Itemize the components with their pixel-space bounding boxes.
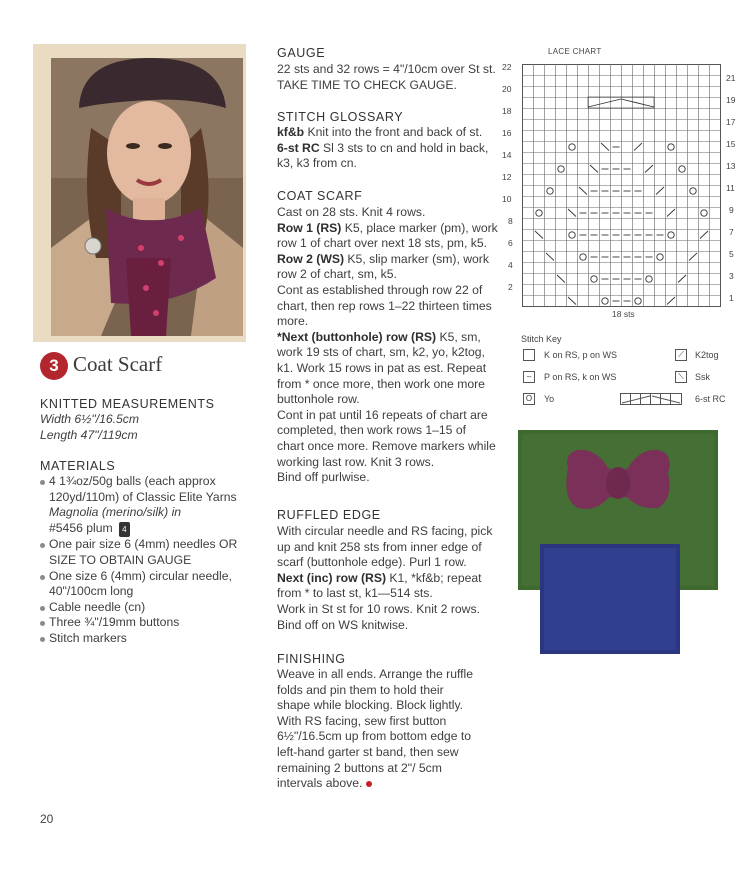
text-line: Next (inc) row (RS) K1, *kf&b; repeat — [277, 570, 482, 585]
ssk-symbol-icon: ⟍ — [675, 371, 687, 383]
key-label: K2tog — [695, 350, 719, 360]
measurement-width: Width 6½"/16.5cm — [40, 412, 140, 426]
finishing-heading: FINISHING — [277, 652, 346, 666]
key-label: P on RS, k on WS — [544, 372, 617, 382]
text-line: Work in St st for 10 rows. Knit 2 rows. — [277, 601, 480, 616]
text-line: scarf (buttonhole edge). Purl 1 row. — [277, 555, 467, 570]
list-item: 4 1¾oz/50g balls (each approx 120yd/110m) of Classic Elite Yarns Magnolia (merino/silk) in #5456 plum 4 — [40, 474, 250, 537]
list-item: Cable needle (cn) — [40, 600, 250, 616]
text-line: k1. Work 15 rows in pat as est. Repeat — [277, 360, 487, 375]
text-line: up and knit 258 sts from inner edge of — [277, 539, 482, 554]
cable-symbol-icon — [620, 393, 682, 405]
yarn-weight-icon: 4 — [119, 522, 129, 538]
text-line: working last row. Knit 3 rows. — [277, 454, 435, 469]
left-row-numbers: 22 20 18 16 14 12 10 8 6 4 2 — [502, 62, 513, 292]
materials-heading: MATERIALS — [40, 459, 116, 473]
key-label: Ssk — [695, 372, 711, 382]
end-mark-icon — [366, 781, 372, 787]
finishing-text: Weave in all ends. Arrange the ruffle folds and pin them to hold their shape while blocking. Block lightly. With RS facing, sew first button 6½"/16.5cm up from bottom edge to left-hand garter st band, then sew remaining 2 buttons at 2"/ 5cm intervals above. — [277, 667, 474, 791]
key-label: Yo — [544, 394, 555, 404]
text-line: Bind off on WS knitwise. — [277, 617, 409, 632]
purl-symbol-icon: – — [523, 371, 535, 383]
yo-symbol-icon: O — [523, 393, 535, 405]
text-line: completed, then work rows 1–15 of — [277, 423, 467, 438]
text-line: buttonhole row. — [277, 392, 360, 407]
text-line: from * once more, then work one more — [277, 376, 485, 391]
text-line: row 1 of chart over next 18 sts, pm, k5. — [277, 236, 487, 251]
swatch-photo — [518, 428, 720, 656]
materials-list — [40, 474, 250, 647]
gauge-heading: GAUGE — [277, 46, 326, 60]
measurements-heading: KNITTED MEASUREMENTS — [40, 397, 215, 411]
text-line: Cont as established through row 22 of — [277, 282, 483, 297]
text-line: work 19 sts of chart, sm, k2, yo, k2tog, — [277, 345, 485, 360]
list-item: One size 6 (4mm) circular needle, 40"/100cm long — [40, 569, 250, 600]
glossary-text: kf&b Knit into the front and back of st. 6-st RC Sl 3 sts to cn and hold in back, k3, k3 from cn. — [277, 125, 489, 171]
text-line: chart once more. Remove markers while — [277, 438, 496, 453]
text-line: from * to last st, k1—514 sts. — [277, 586, 433, 601]
page-number: 20 — [40, 812, 54, 826]
text-line: Cont in pat until 16 repeats of chart are — [277, 407, 488, 422]
text-line: more. — [277, 314, 309, 329]
lace-chart-grid — [522, 64, 722, 307]
ruffled-edge-heading: RUFFLED EDGE — [277, 508, 381, 522]
measurements-list — [40, 412, 139, 443]
list-item: Three ¾"/19mm buttons — [40, 615, 250, 631]
text-line: Row 1 (RS) K5, place marker (pm), work — [277, 220, 498, 235]
coat-scarf-text — [277, 205, 498, 486]
text-line: Cast on 28 sts. Knit 4 rows. — [277, 205, 426, 219]
coat-scarf-heading: COAT SCARF — [277, 189, 363, 203]
list-item: One pair size 6 (4mm) needles OR SIZE TO OBTAIN GAUGE — [40, 537, 250, 568]
text-line: *Next (buttonhole) row (RS) K5, sm, — [277, 329, 481, 344]
text-line: row 2 of chart, sm, k5. — [277, 267, 397, 282]
text-line: chart, then rep rows 1–22 thirteen times — [277, 298, 492, 313]
list-item: Stitch markers — [40, 631, 250, 647]
knit-symbol-icon — [523, 349, 535, 361]
gauge-text: 22 sts and 32 rows = 4"/10cm over St st. TAKE TIME TO CHECK GAUGE. — [277, 62, 496, 92]
text-line: Bind off purlwise. — [277, 470, 370, 485]
pattern-title: Coat Scarf — [73, 352, 163, 376]
chart-width-label: 18 sts — [612, 309, 635, 319]
chart-title: LACE CHART — [548, 47, 602, 56]
text-line: With circular needle and RS facing, pick — [277, 524, 493, 538]
glossary-heading: STITCH GLOSSARY — [277, 110, 404, 124]
pattern-number-badge: 3 — [40, 352, 68, 380]
right-row-numbers: 21 19 17 15 13 11 9 7 5 3 1 — [726, 73, 736, 303]
stitch-key-heading: Stitch Key — [521, 334, 562, 344]
k2tog-symbol-icon: ⟋ — [675, 349, 687, 361]
measurement-length: Length 47"/119cm — [40, 427, 138, 442]
key-label: 6-st RC — [695, 394, 726, 404]
key-label: K on RS, p on WS — [544, 350, 618, 360]
model-photo — [51, 58, 243, 336]
text-line: Row 2 (WS) K5, slip marker (sm), work — [277, 251, 489, 266]
ruffled-edge-text — [277, 524, 492, 633]
